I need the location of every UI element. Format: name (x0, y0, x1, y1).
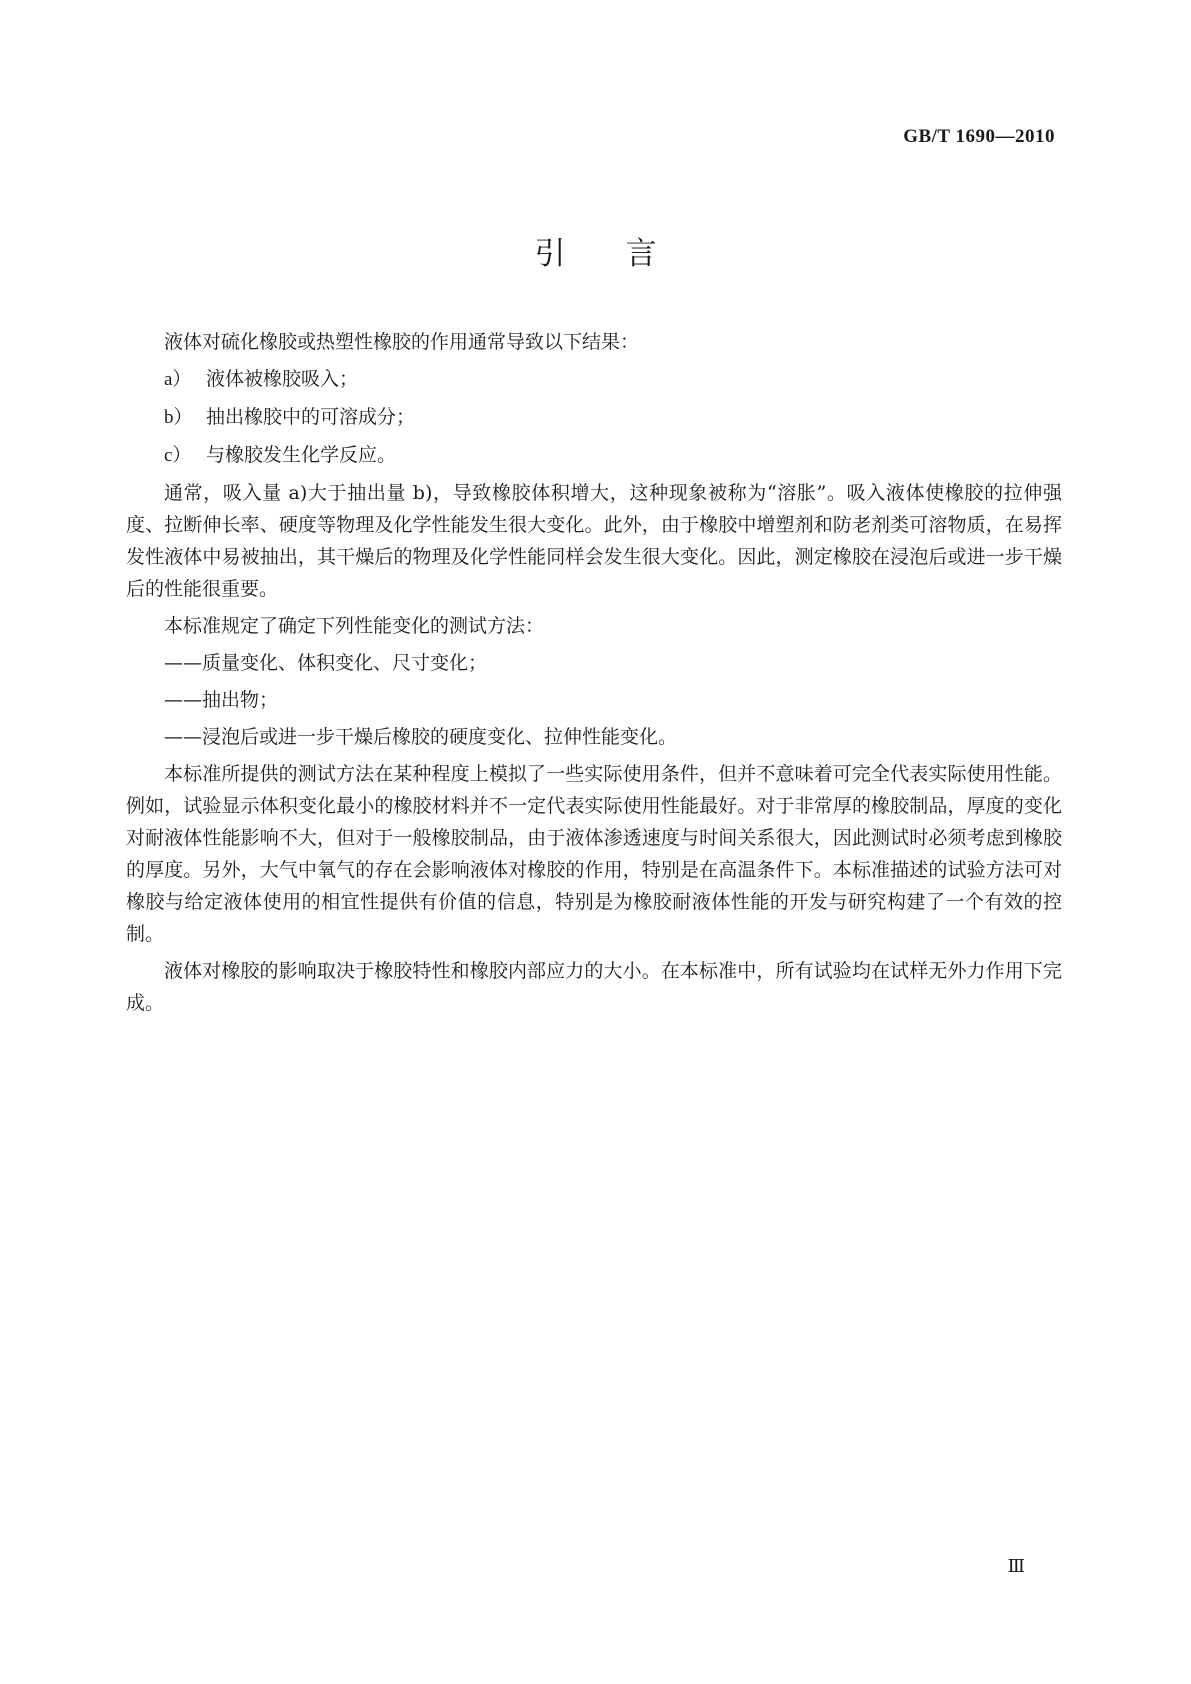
list-marker: b） (164, 407, 193, 428)
list-item-text: 抽出橡胶中的可溶成分； (206, 406, 416, 428)
list-marker: a） (164, 369, 192, 390)
methods-intro-paragraph: 本标准规定了确定下列性能变化的测试方法： (164, 615, 545, 637)
swelling-paragraph: 通常，吸入量 a)大于抽出量 b)，导致橡胶体积增大，这种现象被称为“溶胀”。吸入液体使橡胶的拉伸强度、拉断伸长率、硬度等物理及化学性能发生很大变化。此外，由于橡胶中增塑剂和防老剂类可溶物质，在易挥发性液体中易被抽出，其干燥后的物理及化学性能同样会发生很大变化。因此，测定橡胶在浸泡后或进一步干燥后的性能很重要。 (126, 482, 1062, 600)
list-marker: c） (164, 445, 192, 466)
intro-paragraph: 液体对硫化橡胶或热塑性橡胶的作用通常导致以下结果： (164, 331, 640, 353)
list-item (126, 401, 1062, 434)
standard-code: GB/T 1690—2010 (903, 126, 1055, 147)
document-body (126, 326, 1062, 1024)
simulation-paragraph: 本标准所提供的测试方法在某种程度上模拟了一些实际使用条件，但并不意味着可完全代表实际使用性能。例如，试验显示体积变化最小的橡胶材料并不一定代表实际使用性能最好。对于非常厚的橡胶制品，厚度的变化对耐液体性能影响不大，但对于一般橡胶制品，由于液体渗透速度与时间关系很大，因此测试时必须考虑到橡胶的厚度。另外，大气中氧气的存在会影响液体对橡胶的作用，特别是在高温条件下。本标准描述的试验方法可对橡胶与给定液体使用的相宜性提供有价值的信息，特别是为橡胶耐液体性能的开发与研究构建了一个有效的控制。 (126, 763, 1062, 945)
stress-paragraph: 液体对橡胶的影响取决于橡胶特性和橡胶内部应力的大小。在本标准中，所有试验均在试样无外力作用下完成。 (126, 960, 1062, 1014)
list-item (126, 363, 1062, 396)
list-item-text: 液体被橡胶吸入； (206, 368, 359, 390)
list-item-text: 与橡胶发生化学反应。 (206, 444, 397, 466)
page-number: Ⅲ (1007, 1556, 1025, 1576)
list-item (126, 439, 1062, 472)
list-item: ——抽出物； (164, 689, 279, 711)
list-item: ——浸泡后或进一步干燥后橡胶的硬度变化、拉伸性能变化。 (164, 726, 678, 748)
page-title: 引言 (534, 236, 717, 272)
list-item: ——质量变化、体积变化、尺寸变化； (164, 652, 488, 674)
